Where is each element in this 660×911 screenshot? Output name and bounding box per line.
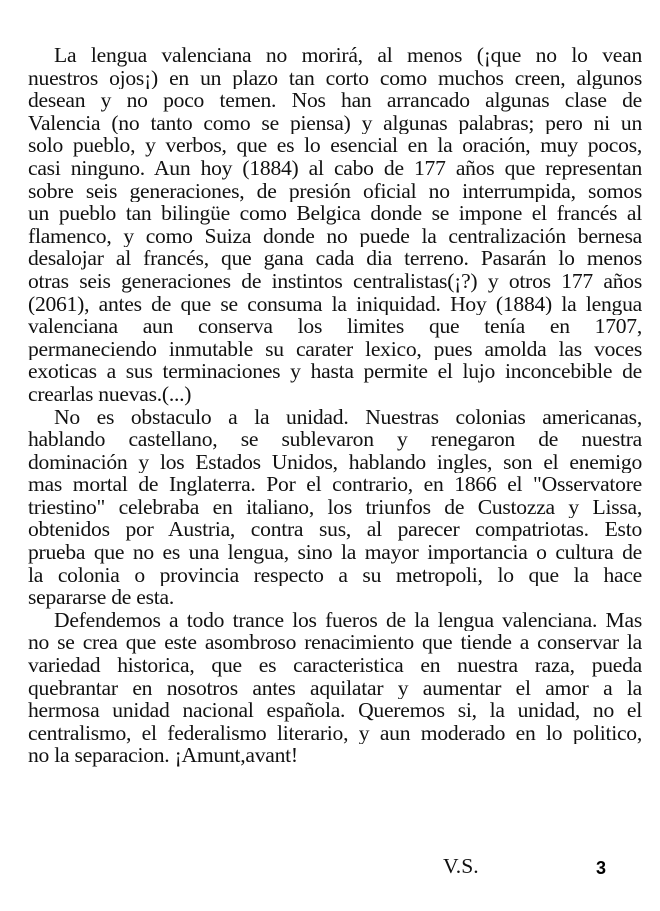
text-line: obtenidos por Austria, contra sus, al parecer compatriotas. Esto (28, 518, 642, 542)
text-line: Defendemos a todo trance los fueros de la lengua valenciana. Mas (54, 608, 642, 632)
paragraph-3 (28, 609, 642, 767)
text-line: otras seis generaciones de instintos centralistas(¡?) y otros 177 años (28, 269, 642, 293)
text-line: permaneciendo inmutable su carater lexico, pues amolda las voces (28, 337, 642, 361)
text-line: valenciana aun conserva los limites que tenía en 1707, (28, 315, 642, 338)
text-line: centralismo, el federalismo literario, y aun moderado en lo politico, (28, 721, 642, 745)
text-line: un pueblo tan bilingüe como Belgica donde se impone el francés al (28, 202, 642, 225)
text-line: mas mortal de Inglaterra. Por el contrario, en 1866 el "Osservatore (28, 473, 642, 496)
paragraph-1 (28, 44, 642, 406)
text-line: desean y no poco temen. Nos han arrancado algunas clase de (28, 89, 642, 112)
text-line: exoticas a sus terminaciones y hasta permite el lujo inconcebible de (28, 360, 642, 383)
text-line: desalojar al francés, que gana cada dia terreno. Pasarán lo menos (28, 247, 642, 270)
author-signature: V.S. (443, 854, 479, 878)
text-line: No es obstaculo a la unidad. Nuestras colonias americanas, (54, 405, 642, 429)
text-line: separarse de esta. (28, 586, 174, 609)
text-line: Valencia (no tanto como se piensa) y algunas palabras; pero ni un (28, 111, 642, 135)
text-line: hablando castellano, se sublevaron y renegaron de nuestra (28, 428, 642, 451)
text-line: La lengua valenciana no morirá, al menos (¡que no lo vean (54, 44, 642, 67)
text-line: variedad historica, que es caracteristica en nuestra raza, pueda (28, 654, 642, 677)
text-line: hermosa unidad nacional española. Queremos si, la unidad, no el (28, 699, 642, 722)
text-line: casi ninguno. Aun hoy (1884) al cabo de 177 años que representan (28, 156, 642, 180)
text-line: nuestros ojos¡) en un plazo tan corto como muchos creen, algunos (28, 66, 642, 90)
text-line: flamenco, y como Suiza donde no puede la centralización bernesa (28, 224, 642, 248)
article-body (28, 44, 642, 767)
paragraph-2 (28, 406, 642, 609)
text-line: sobre seis generaciones, de presión oficial no interrumpida, somos (28, 179, 642, 203)
text-line: la colonia o provincia respecto a su metropoli, lo que la hace (28, 563, 642, 587)
text-line: prueba que no es una lengua, sino la mayor importancia o cultura de (28, 541, 642, 564)
text-line: solo pueblo, y verbos, que es lo esencial en la oración, muy pocos, (28, 134, 642, 157)
text-line: quebrantar en nosotros antes aquilatar y aumentar el amor a la (28, 676, 642, 700)
page-number: 3 (596, 858, 607, 878)
text-line: triestino" celebraba en italiano, los triunfos de Custozza y Lissa, (28, 495, 642, 519)
text-line: no se crea que este asombroso renacimiento que tiende a conservar la (28, 631, 642, 655)
text-line: crearlas nuevas.(...) (28, 382, 192, 406)
text-line: dominación y los Estados Unidos, hablando ingles, son el enemigo (28, 450, 642, 474)
text-line: (2061), antes de que se consuma la iniquidad. Hoy (1884) la lengua (28, 292, 642, 316)
text-line: no la separacion. ¡Amunt,avant! (28, 744, 298, 767)
